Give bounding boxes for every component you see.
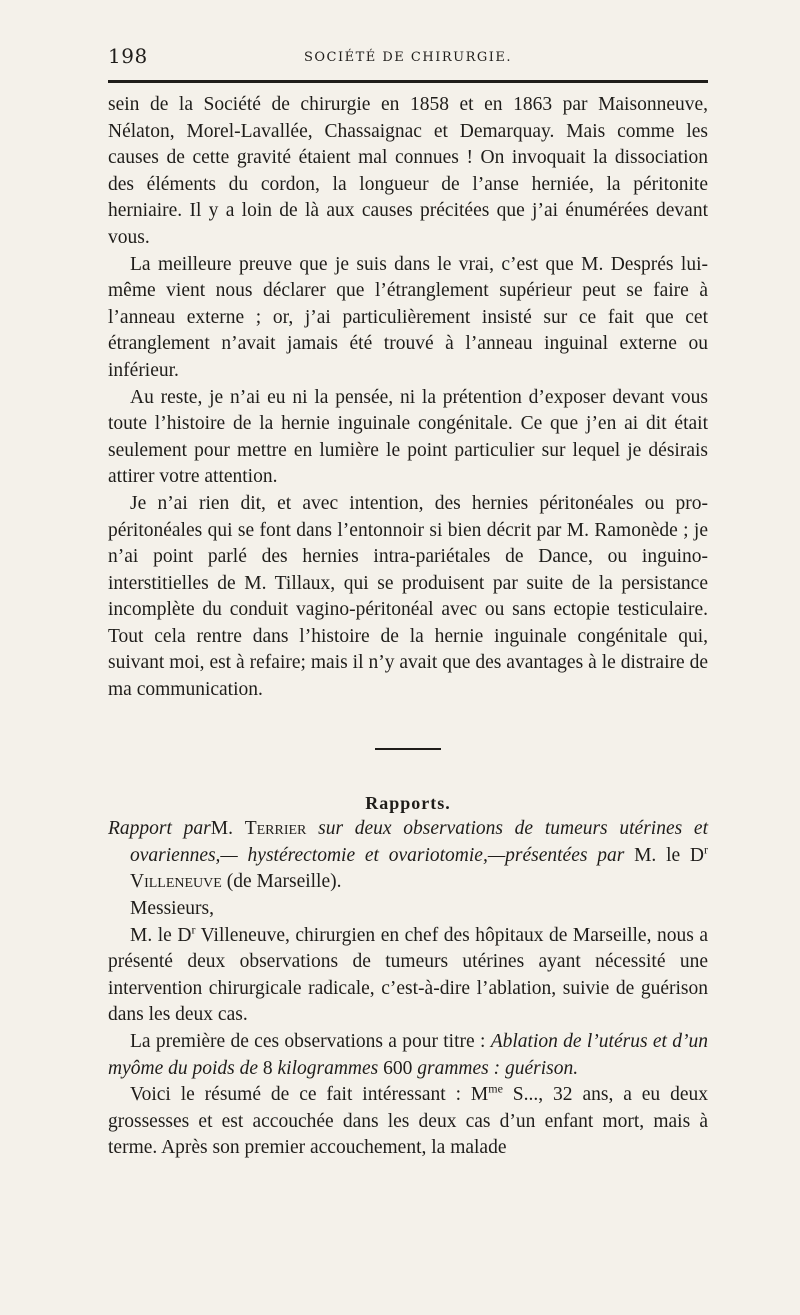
- paragraph: [108, 1029, 708, 1082]
- p1-sup: r: [191, 922, 196, 937]
- paragraph: La meilleure preuve que je suis dans le vrai, c’est que M. Després lui-même vient nous déclarer que l’étranglement supérieur peut se faire à l’anneau externe ; or, j’ai particulièrement insisté sur ce fait que cet étranglement n’avait jamais été trouvé à l’anneau inguinal externe ou inférieur.: [108, 253, 708, 381]
- paragraph: Je n’ai rien dit, et avec intention, des hernies péritonéales ou pro-péritonéales qui se font dans l’entonnoir si bien décrit par M. Ramonède ; je n’ai point parlé des hernies intra-pariétales de Dance, ou inguino-interstitielles de M. Tillaux, qui se produisent par suite de la persistance incomplète du conduit vagino-péritonéal avec ou sans ectopie testiculaire. Tout cela rentre dans l’histoire de la hernie inguinale congénitale qui, suivant moi, est à refaire; mais il n’y avait que des avantages à le distraire de ma communication.: [108, 492, 708, 701]
- page-body: [108, 92, 708, 1162]
- reporter-prefix: M.: [210, 818, 245, 840]
- paragraph: [108, 1082, 708, 1162]
- paragraph-continuation: sein de la Société de chirurgie en 1858 et en 1863 par Maisonneuve, Nélaton, Morel-Lavallée, Chassaignac et Demarquay. Mais comme les causes de cette gravité étaient mal connues ! On invoquait la dissociation des éléments du cordon, la longueur de l’anse herniée, la péritonite herniaire. Il y a loin de là aux causes précitées que j’ai énumérées devant vous.: [108, 94, 708, 248]
- p2-italic-title-3: grammes : guérison.: [417, 1057, 579, 1079]
- p3-rest: S..., 32 ans, a eu deux grossesses et est accouchée dans les deux cas d’un enfant mort, mais à terme. Après son premier accouchement, la malade: [108, 1084, 708, 1159]
- paragraph: [108, 923, 708, 1029]
- journal-title: SOCIÉTÉ DE CHIRURGIE.: [303, 50, 513, 65]
- page-number: 198: [108, 44, 148, 68]
- presenter-name: Villeneuve: [130, 871, 222, 893]
- section-title: Rapports.: [365, 792, 451, 813]
- running-head: [108, 44, 708, 72]
- report-lead: Rapport par: [108, 818, 211, 840]
- presenter-title-sup: r: [704, 842, 708, 857]
- p3-prefix: Voici le résumé de ce fait intéressant : M: [130, 1084, 489, 1106]
- p2-number-1: 8: [258, 1057, 278, 1079]
- paragraph: Au reste, je n’ai eu ni la pensée, ni la prétention d’exposer devant vous toute l’histoire de la hernie inguinale congénitale. Ce que j’en ai dit était seulement pour mettre en lumière le point particulier sur lequel je désirais attirer votre attention.: [108, 386, 708, 488]
- p1-rest: Villeneuve, chirurgien en chef des hôpitaux de Marseille, nous a présenté deux observations de tumeurs utérines ayant nécessité une intervention chirurgicale radicale, c’est-à-dire l’ablation, suivie de guérison dans les deux cas.: [108, 924, 708, 1026]
- p2-italic-title-2: kilogrammes: [277, 1057, 379, 1079]
- p2-prefix: La première de ces observations a pour titre :: [130, 1031, 491, 1052]
- presenter-city: (de Marseille).: [221, 871, 342, 893]
- p2-number-2: 600: [378, 1057, 418, 1079]
- p3-sup: me: [488, 1081, 503, 1096]
- report-heading: [108, 816, 708, 896]
- presenter-prefix: M. le D: [624, 844, 704, 866]
- report-subject: sur deux observations de tumeurs utérines et ovariennes,— hystérectomie et ovariotomie,—présentées par: [130, 818, 708, 866]
- salutation: Messieurs,: [130, 898, 214, 920]
- reporter-name: Terrier: [244, 818, 307, 840]
- header-rule: [108, 80, 708, 83]
- p2-italic-title-1: Ablation de l’utérus et d’un myôme du poids de: [108, 1031, 708, 1079]
- p1-prefix: M. le D: [130, 924, 192, 946]
- section-divider: [375, 748, 441, 750]
